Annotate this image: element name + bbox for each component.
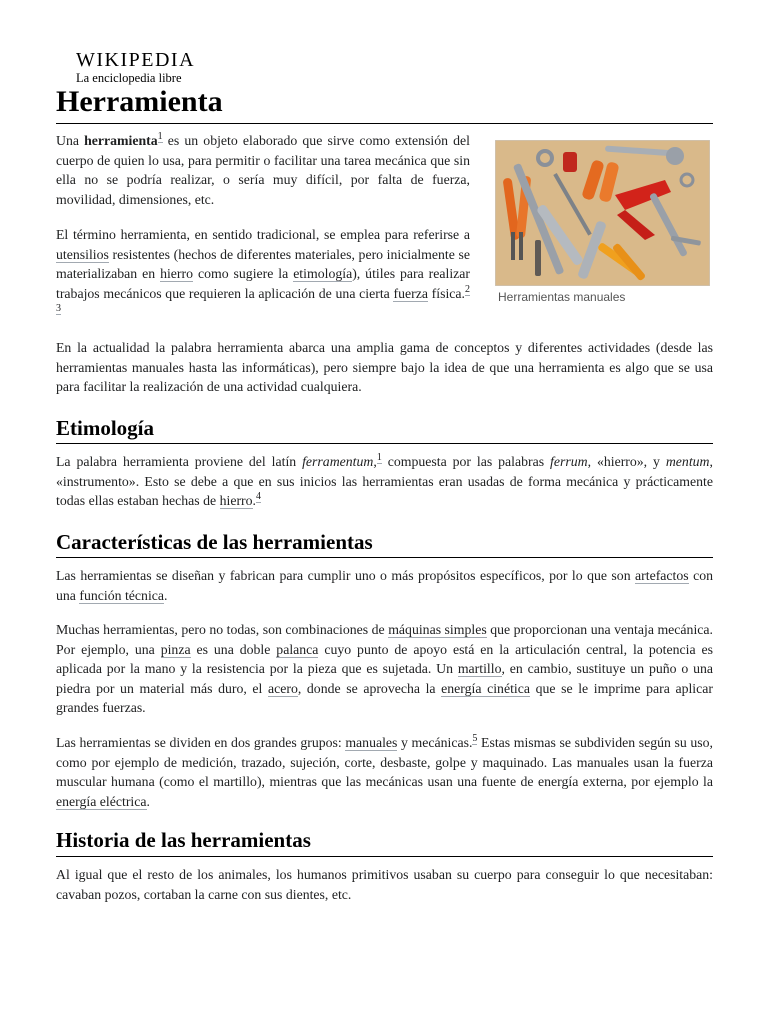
logo-tagline: La enciclopedia libre: [76, 71, 182, 85]
intro-paragraph-3: En la actualidad la palabra herramienta abarca una amplia gama de conceptos y diferentes actividades (desde las herramientas manuales hasta las informáticas), pero siempre bajo la idea de que una herramienta es algo que se usa para facilitar la realización de una actividad cualquiera.: [56, 340, 713, 395]
link-etimologia[interactable]: etimología: [293, 266, 353, 282]
section-rule: [56, 443, 713, 444]
link-acero[interactable]: acero: [267, 680, 298, 696]
title-rule: [56, 123, 713, 124]
term-bold: herramienta: [84, 133, 158, 148]
link-artefactos[interactable]: artefactos: [635, 568, 689, 583]
section-heading-caracteristicas: Características de las herramientas: [56, 530, 373, 554]
caracteristicas-paragraph-3: Las herramientas se dividen en dos grandes grupos: manuales y mecánicas.$^5$ Estas mismas se subdividen según su uso, como por ejemplo de medición, trazado, sujeción, corte, desbaste, golpe y maquinado. Las manuales usan la fuerza muscular humana (como el martillo), mientras que las mecánicas usan una fuente de energía externa, por ejemplo la energía eléctrica.: [56, 733, 713, 809]
intro-paragraph-1: Una herramienta$^1$ es un objeto elaborado que sirve como extensión del cuerpo de quien lo usa, para permitir o facilitar una tarea mecánica que sin ella no se podría realizar, o sería muy difícil, por falta de fuerza, movilidad, dimensiones, etc.: [56, 131, 470, 207]
intro-paragraph-2: El término herramienta, en sentido tradicional, se emplea para referirse a utensilios resistentes (hechos de diferentes materiales, pero inicialmente se materializaban en hierro como sugiere la etimología), útiles para realizar trabajos mecánicos que requieren la aplicación de una cierta fuerza física.$^{2 3}$: [56, 227, 471, 315]
historia-paragraph-1: Al igual que el resto de los animales, los humanos primitivos usaban su cuerpo para conseguir lo que necesitaban: cavaban pozos, cortaban la carne con sus dientes, etc.: [56, 867, 713, 902]
link-energia-electrica[interactable]: energía eléctrica: [56, 793, 147, 809]
ref-link[interactable]: 1: [376, 452, 382, 463]
ref-link[interactable]: 2: [465, 283, 470, 295]
ref-link[interactable]: 4: [256, 491, 261, 503]
link-funcion-tecnica[interactable]: función técnica: [79, 587, 165, 603]
ref-link[interactable]: 3: [56, 303, 61, 315]
ref-link[interactable]: 1: [157, 131, 163, 142]
section-rule: [56, 557, 713, 558]
link-hierro[interactable]: hierro: [160, 266, 194, 282]
section-heading-etimologia: Etimología: [56, 416, 154, 440]
page-title: Herramienta: [56, 85, 223, 118]
link-pinza[interactable]: pinza: [160, 641, 191, 657]
etimologia-paragraph: La palabra herramienta proviene del latín ferramentum,$^1$ compuesta por las palabras ferrum, «hierro», y mentum, «instrumento». Esto se debe a que en sus inicios las herramientas eran usadas de forma mecánica y prácticamente todas ellas estaban hechas de hierro.$^4$: [56, 452, 713, 509]
figure-caption: Herramientas manuales: [498, 290, 626, 304]
caracteristicas-paragraph-2: Muchas herramientas, pero no todas, son combinaciones de máquinas simples que proporcionan una ventaja mecánica. Por ejemplo, una pinza es una doble palanca cuyo punto de apoyo está en la articulación central, la potencia es aplicada por la mano y la resistencia por la pieza que es sujetada. Un martillo, en cambio, sustituye un puño o una piedra por un material más duro, el acero, donde se aprovecha la energía cinética que se le imprime para aplicar grandes fuerzas.: [56, 622, 713, 716]
link-hierro[interactable]: hierro: [219, 493, 253, 509]
link-fuerza[interactable]: fuerza: [393, 285, 428, 301]
link-martillo[interactable]: martillo: [457, 661, 502, 677]
link-utensilios[interactable]: utensilios: [56, 246, 109, 262]
link-energia-cinetica[interactable]: energía cinética: [441, 680, 530, 696]
logo-wordmark: WIKIPEDIA: [76, 49, 196, 71]
tools-figure: [495, 140, 710, 304]
section-rule: [56, 856, 713, 857]
link-palanca[interactable]: palanca: [276, 641, 319, 657]
ref-link[interactable]: 5: [472, 733, 478, 744]
link-maquinas-simples[interactable]: máquinas simples: [388, 622, 487, 637]
caracteristicas-paragraph-1: Las herramientas se diseñan y fabrican para cumplir uno o más propósitos específicos, por lo que son artefactos con una función técnica.: [56, 568, 714, 603]
section-heading-historia: Historia de las herramientas: [56, 828, 311, 852]
link-manuales[interactable]: manuales: [345, 735, 398, 750]
wikipedia-logo[interactable]: [76, 50, 195, 85]
tools-photo[interactable]: [495, 140, 710, 286]
